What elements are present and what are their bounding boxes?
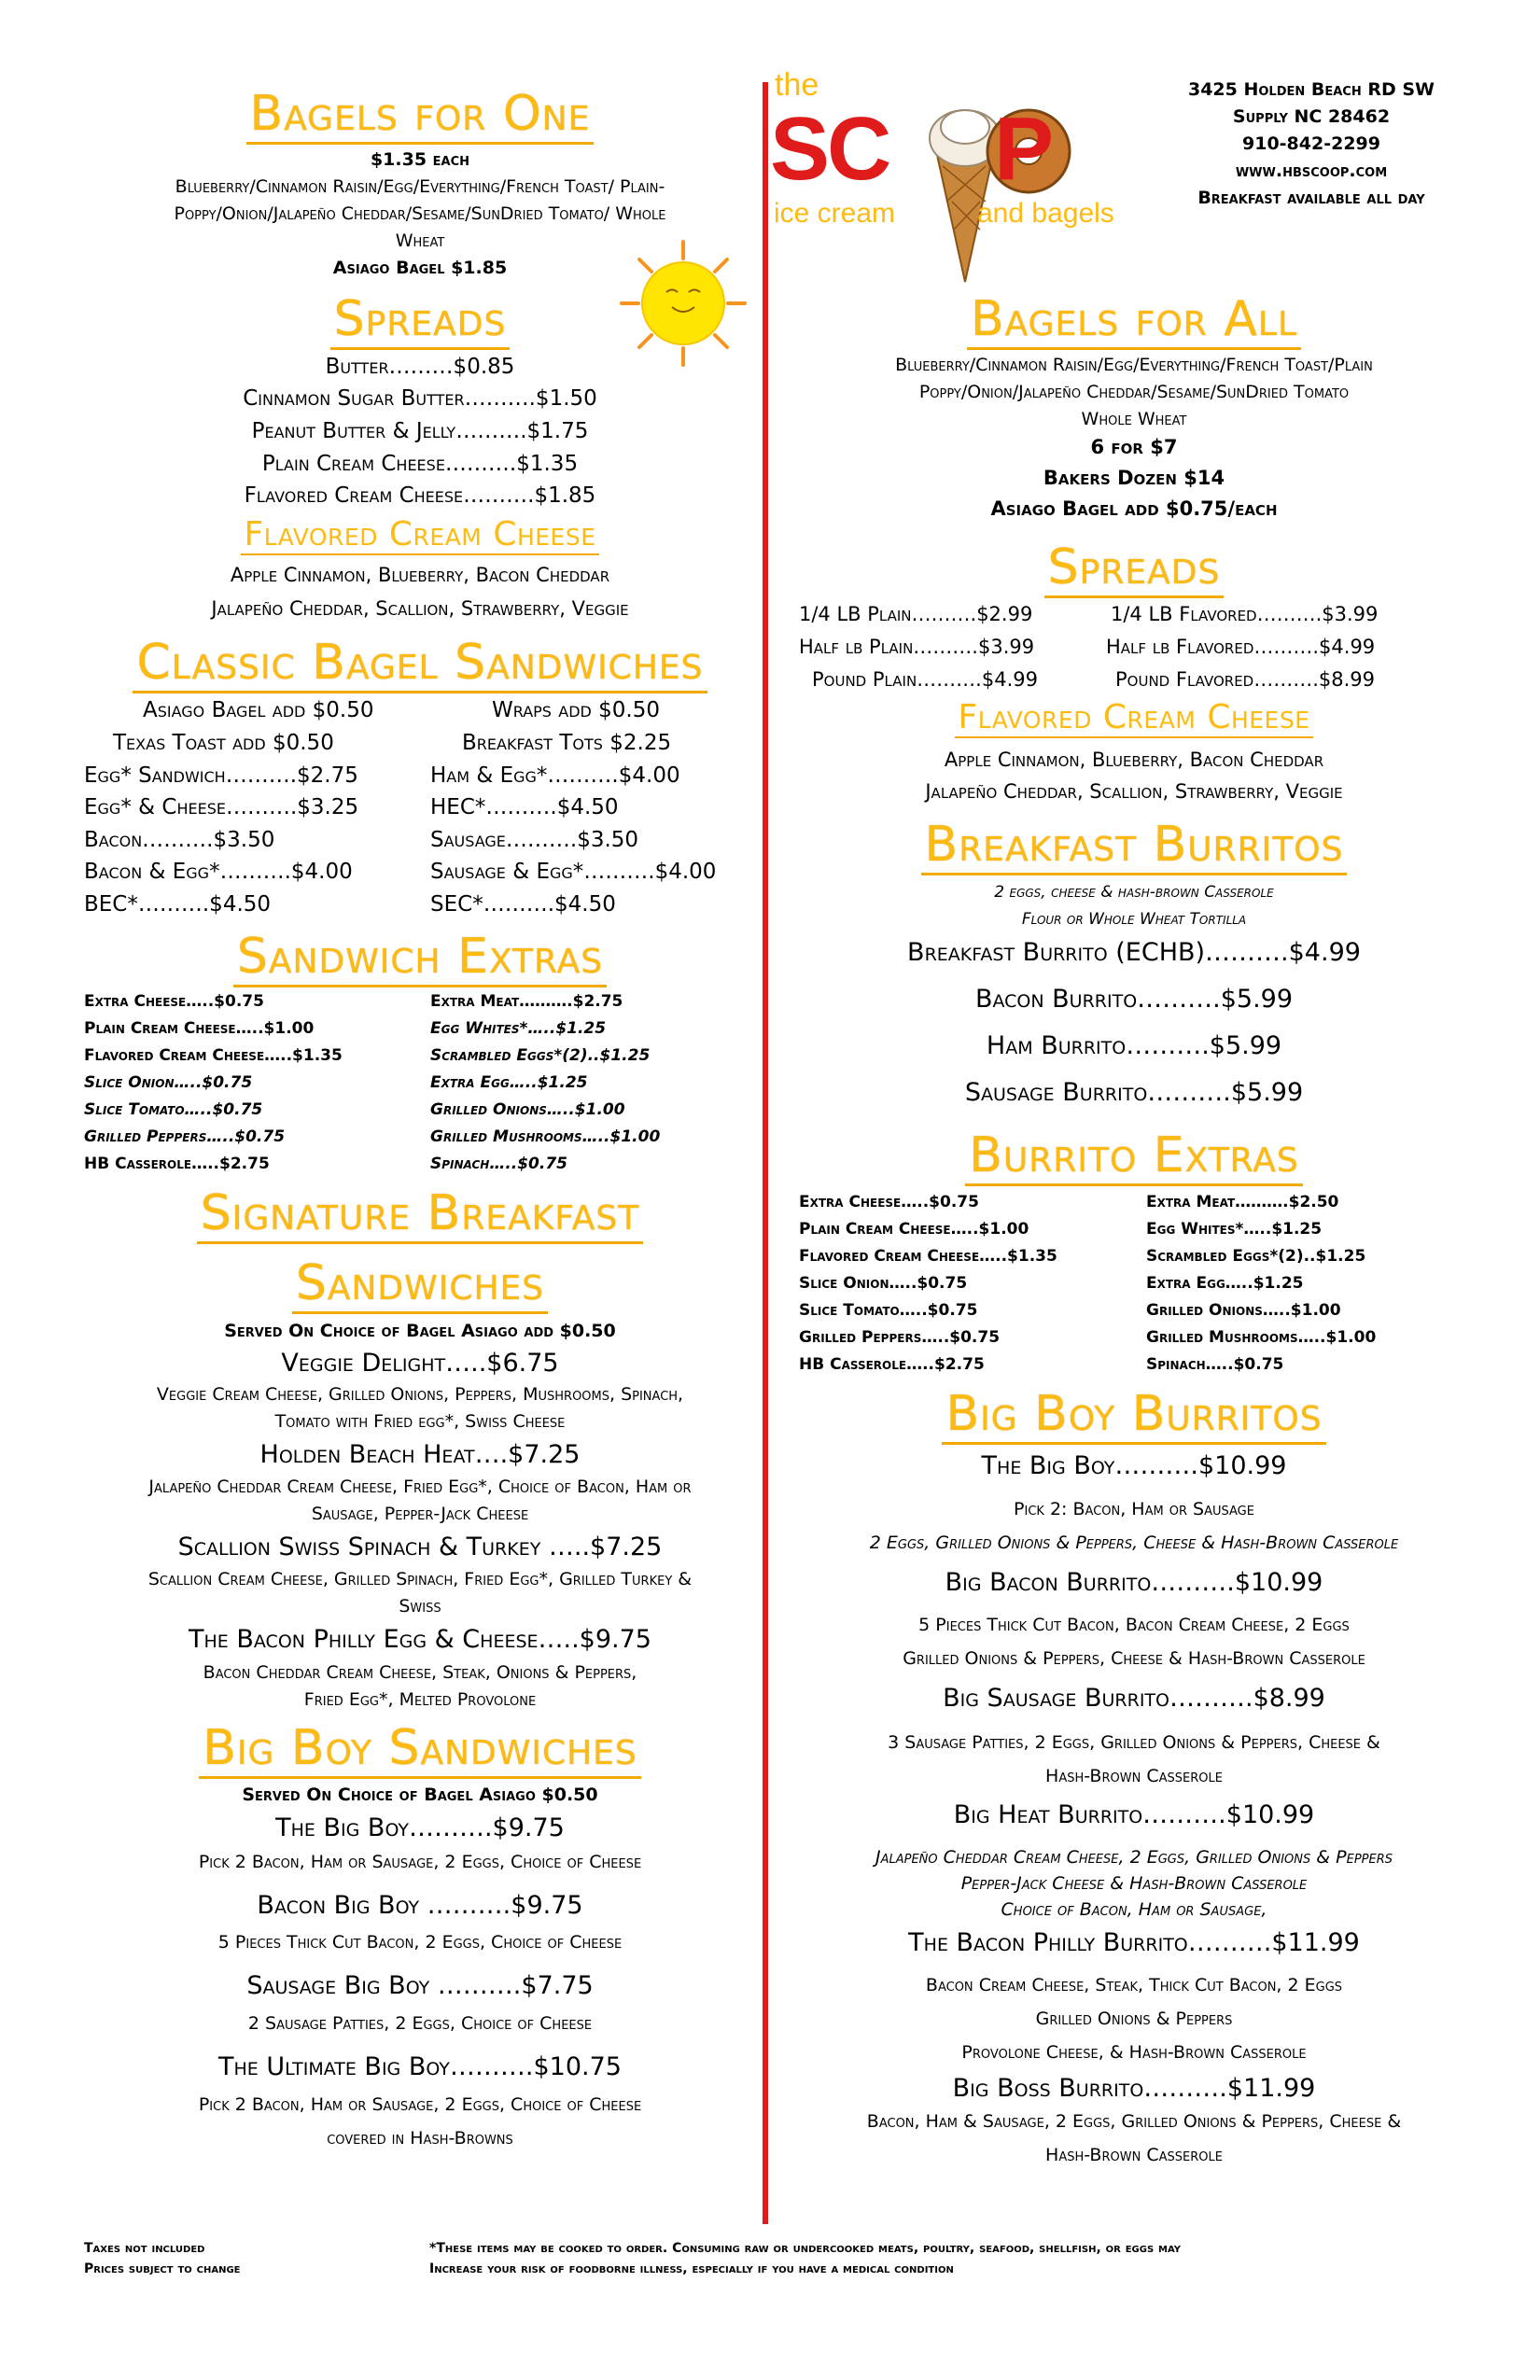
menu-item-title: Sausage Big Boy ……….$7.75 [246, 1971, 594, 2000]
spreads-heading: Spreads [79, 291, 761, 347]
flavors-line: Apple Cinnamon, Blueberry, Bacon Cheddar [944, 749, 1324, 771]
extra-item: Grilled Mushrooms…..$1.00 [430, 1127, 661, 1146]
store-info [1143, 77, 1479, 212]
sandwich-extras-heading: Sandwich Extras [79, 929, 761, 985]
footer-notes [84, 2238, 241, 2279]
menu-item-title: Bacon Burrito……….$5.99 [974, 985, 1294, 1014]
bagels-for-one-heading: Bagels for One [79, 86, 761, 142]
served-on-note: Served On Choice of Bagel Asiago $0.50 [242, 1785, 598, 1805]
signature-sandwiches-heading: Sandwiches [79, 1255, 761, 1311]
warning-line: *These items may be cooked to order. Consuming raw or undercooked meats, poultry, seafood, shellfish, or eggs may [429, 2241, 1182, 2256]
menu-item-title: Breakfast Burrito (ECHB)……….$4.99 [907, 938, 1361, 967]
spread-item: Cinnamon Sugar Butter……….$1.50 [243, 386, 597, 411]
menu-item-desc: Choice of Bacon, Ham or Sausage, [1001, 1899, 1267, 1920]
spread-item: Flavored Cream Cheese……….$1.85 [244, 483, 596, 508]
consumer-warning [429, 2238, 1181, 2279]
scoop-logo [770, 67, 1143, 282]
column-divider [763, 82, 768, 2224]
menu-item-desc: 3 Sausage Patties, 2 Eggs, Grilled Onions & Peppers, Cheese & [888, 1732, 1380, 1753]
menu-item-desc: Jalapeño Cheddar Cream Cheese, Fried Egg*, Choice of Bacon, Ham or [148, 1477, 692, 1497]
menu-item-desc: Pick 2 Bacon, Ham or Sausage, 2 Eggs, Choice of Cheese [198, 2094, 642, 2115]
extra-item: Egg Whites*…..$1.25 [1146, 1220, 1323, 1239]
spreads-heading: Spreads [793, 539, 1475, 595]
menu-item-desc: Grilled Onions & Peppers, Cheese & Hash-Brown Casserole [903, 1648, 1365, 1669]
menu-item-title: Big Sausage Burrito……….$8.99 [943, 1684, 1325, 1713]
prices-note: Prices subject to change [84, 2261, 241, 2276]
spread-item: Half lb Plain……….$3.99 [799, 636, 1035, 658]
burrito-extras-heading: Burrito Extras [793, 1127, 1475, 1183]
menu-item-desc: covered in Hash-Browns [327, 2128, 513, 2149]
menu-item-title: Sausage Burrito……….$5.99 [964, 1078, 1304, 1107]
sun-icon [618, 238, 749, 369]
menu-item-desc: Bacon Cream Cheese, Steak, Thick Cut Bacon, 2 Eggs [925, 1975, 1343, 1995]
classic-item: Sausage……….$3.50 [430, 828, 639, 852]
big-boy-sandwiches-heading: Big Boy Sandwiches [79, 1720, 761, 1776]
menu-item-title: The Big Boy……….$9.75 [275, 1813, 565, 1842]
extra-item: Extra Meat……….$2.75 [430, 992, 623, 1011]
flavored-cream-cheese-heading: Flavored Cream Cheese [79, 515, 761, 553]
flavors-line: Jalapeño Cheddar, Scallion, Strawberry, Veggie [925, 780, 1343, 803]
bagels-for-all-heading: Bagels for All [793, 291, 1475, 347]
hours-note: Breakfast available all day [1197, 188, 1425, 208]
menu-item-desc: Sausage, Pepper-Jack Cheese [311, 1504, 529, 1524]
extra-item: Grilled Peppers…..$0.75 [799, 1328, 1001, 1347]
classic-item: Bacon……….$3.50 [84, 828, 275, 852]
menu-item-desc: Jalapeño Cheddar Cream Cheese, 2 Eggs, Grilled Onions & Peppers [875, 1847, 1393, 1868]
extra-item: Grilled Mushrooms…..$1.00 [1146, 1328, 1377, 1347]
extra-item: Extra Meat……….$2.50 [1146, 1193, 1339, 1211]
classic-item: HEC*……….$4.50 [430, 795, 619, 819]
menu-item-title: Big Bacon Burrito……….$10.99 [945, 1568, 1323, 1597]
bagel-flavors-line: Poppy/Onion/Jalapeño Cheddar/Sesame/SunDried Tomato/ Whole [174, 203, 666, 224]
menu-item-desc: Hash-Brown Casserole [1045, 2145, 1223, 2165]
classic-item: BEC*……….$4.50 [84, 892, 272, 917]
burrito-desc: Flour or Whole Wheat Tortilla [1021, 910, 1247, 929]
menu-item-desc: Bacon, Ham & Sausage, 2 Eggs, Grilled Onions & Peppers, Cheese & [866, 2111, 1402, 2132]
menu-item-desc: Scallion Cream Cheese, Grilled Spinach, Fried Egg*, Grilled Turkey & [147, 1569, 693, 1589]
extra-item: HB Casserole…..$2.75 [84, 1155, 270, 1173]
extra-item: Scrambled Eggs*(2)..$1.25 [430, 1046, 651, 1065]
asiago-add-price: Asiago Bagel add $0.75/each [990, 497, 1278, 520]
spread-item: Peanut Butter & Jelly……….$1.75 [251, 419, 589, 443]
menu-item-title: Veggie Delight…..$6.75 [281, 1349, 559, 1378]
menu-item-desc: Provolone Cheese, & Hash-Brown Casserole [961, 2042, 1307, 2063]
served-on-note: Served On Choice of Bagel Asiago add $0.50 [224, 1321, 616, 1341]
extra-item: Egg Whites*…..$1.25 [430, 1019, 607, 1038]
menu-item-desc: 5 Pieces Thick Cut Bacon, 2 Eggs, Choice of Cheese [217, 1932, 623, 1953]
extra-item: Spinach…..$0.75 [1146, 1355, 1284, 1374]
phone-number: 910-842-2299 [1242, 133, 1380, 154]
menu-item-desc: Pick 2: Bacon, Ham or Sausage [1014, 1499, 1254, 1519]
menu-item-desc: Tomato with Fried egg*, Swiss Cheese [274, 1411, 566, 1432]
menu-item-title: Ham Burrito……….$5.99 [986, 1031, 1282, 1060]
extra-item: Slice Onion…..$0.75 [799, 1274, 968, 1293]
bagel-flavors-line: Wheat [395, 231, 445, 251]
menu-item-title: Bacon Big Boy ……….$9.75 [257, 1891, 583, 1920]
big-boy-burritos-heading: Big Boy Burritos [793, 1386, 1475, 1442]
extra-item: Extra Cheese…..$0.75 [799, 1193, 979, 1211]
bagel-flavors-line: Blueberry/Cinnamon Raisin/Egg/Everything/French Toast/ Plain- [175, 176, 665, 197]
extra-item: Extra Egg…..$1.25 [1146, 1274, 1304, 1293]
menu-item-desc: Pepper-Jack Cheese & Hash-Brown Casserole [960, 1873, 1308, 1894]
extra-item: Flavored Cream Cheese…..$1.35 [799, 1247, 1057, 1266]
menu-item-desc: Swiss [399, 1596, 441, 1617]
classic-item: Egg* Sandwich……….$2.75 [84, 763, 358, 788]
logo-the: the [775, 67, 819, 103]
menu-item-title: The Ultimate Big Boy……….$10.75 [218, 2052, 622, 2081]
taxes-note: Taxes not included [84, 2241, 205, 2256]
website-link[interactable]: www.hbscoop.com [1235, 161, 1388, 181]
menu-item-desc: Hash-Brown Casserole [1045, 1766, 1223, 1786]
logo-p: P [994, 99, 1055, 199]
flavors-line: Apple Cinnamon, Blueberry, Bacon Cheddar [230, 564, 610, 586]
six-for-price: 6 for $7 [1090, 436, 1178, 458]
extra-item: Scrambled Eggs*(2)..$1.25 [1146, 1247, 1366, 1266]
extra-item: Grilled Onions…..$1.00 [430, 1100, 625, 1119]
menu-item-title: The Big Boy……….$10.99 [981, 1451, 1287, 1480]
extra-item: Extra Cheese…..$0.75 [84, 992, 264, 1011]
extra-item: Extra Egg…..$1.25 [430, 1073, 588, 1092]
extra-item: Slice Tomato…..$0.75 [799, 1301, 978, 1320]
address-line: 3425 Holden Beach RD SW [1187, 79, 1435, 100]
classic-item: Egg* & Cheese……….$3.25 [84, 795, 359, 819]
menu-item-title: Big Boss Burrito……….$11.99 [952, 2074, 1316, 2103]
signature-sandwiches-heading: Signature Breakfast [79, 1185, 761, 1241]
menu-item-title: The Bacon Philly Egg & Cheese…..$9.75 [189, 1625, 651, 1654]
bagel-flavors-line: Whole Wheat [1081, 409, 1187, 429]
extra-item: HB Casserole…..$2.75 [799, 1355, 985, 1374]
extra-item: Flavored Cream Cheese…..$1.35 [84, 1046, 343, 1065]
burrito-desc: 2 eggs, cheese & hash-brown Casserole [994, 883, 1274, 902]
menu-item-desc: Pick 2 Bacon, Ham or Sausage, 2 Eggs, Choice of Cheese [198, 1852, 642, 1872]
classic-item: SEC*……….$4.50 [430, 892, 616, 917]
extra-item: Grilled Peppers…..$0.75 [84, 1127, 286, 1146]
bagel-flavors-line: Poppy/Onion/Jalapeño Cheddar/Sesame/SunDried Tomato [918, 382, 1350, 402]
menu-item-desc: 5 Pieces Thick Cut Bacon, Bacon Cream Cheese, 2 Eggs [918, 1615, 1350, 1635]
menu-item-desc: Bacon Cheddar Cream Cheese, Steak, Onions & Peppers, [203, 1662, 637, 1683]
spread-item: Pound Plain……….$4.99 [812, 668, 1038, 691]
classic-item: Wraps add $0.50 [492, 698, 661, 722]
asiago-bagel-price: Asiago Bagel $1.85 [332, 258, 508, 278]
menu-item-desc: 2 Eggs, Grilled Onions & Peppers, Cheese & Hash-Brown Casserole [869, 1533, 1399, 1553]
menu-item-desc: Grilled Onions & Peppers [1035, 2009, 1233, 2029]
menu-item-desc: 2 Sausage Patties, 2 Eggs, Choice of Cheese [247, 2013, 593, 2034]
extra-item: Plain Cream Cheese…..$1.00 [799, 1220, 1029, 1239]
logo-and-bagels: and bagels [977, 198, 1114, 229]
classic-item: Ham & Egg*……….$4.00 [430, 763, 680, 788]
menu-item-title: Scallion Swiss Spinach & Turkey …..$7.25 [177, 1533, 663, 1561]
flavored-cream-cheese-heading: Flavored Cream Cheese [793, 698, 1475, 736]
spread-item: 1/4 LB Plain……….$2.99 [799, 603, 1033, 625]
address-line: Supply NC 28462 [1232, 106, 1391, 127]
menu-item-desc: Veggie Cream Cheese, Grilled Onions, Peppers, Mushrooms, Spinach, [156, 1384, 684, 1405]
classic-bagel-sandwiches-heading: Classic Bagel Sandwiches [79, 635, 761, 691]
bakers-dozen-price: Bakers Dozen $14 [1043, 467, 1225, 489]
classic-item: Breakfast Tots $2.25 [462, 731, 672, 755]
warning-line: Increase your risk of foodborne illness, especially if you have a medical condition [429, 2261, 954, 2276]
flavors-line: Jalapeño Cheddar, Scallion, Strawberry, Veggie [211, 597, 629, 620]
classic-item: Bacon & Egg*……….$4.00 [84, 860, 353, 884]
extra-item: Slice Onion…..$0.75 [84, 1073, 253, 1092]
menu-item-desc: Fried Egg*, Melted Provolone [303, 1689, 537, 1710]
menu-item-title: The Bacon Philly Burrito……….$11.99 [908, 1928, 1360, 1957]
extra-item: Grilled Onions…..$1.00 [1146, 1301, 1341, 1320]
classic-item: Asiago Bagel add $0.50 [143, 698, 374, 722]
extra-item: Spinach…..$0.75 [430, 1155, 568, 1173]
extra-item: Plain Cream Cheese…..$1.00 [84, 1019, 315, 1038]
breakfast-burritos-heading: Breakfast Burritos [793, 817, 1475, 873]
bagels-for-one-price: $1.35 each [370, 149, 470, 170]
logo-ice-cream: ice cream [774, 198, 896, 229]
bagel-flavors-line: Blueberry/Cinnamon Raisin/Egg/Everything/French Toast/Plain [895, 355, 1373, 375]
classic-item: Texas Toast add $0.50 [113, 731, 334, 755]
spread-item: 1/4 LB Flavored……….$3.99 [1111, 603, 1379, 625]
logo-sc: SC [770, 99, 889, 199]
menu-item-title: Big Heat Burrito……….$10.99 [953, 1800, 1315, 1829]
menu-item-title: Holden Beach Heat….$7.25 [259, 1440, 581, 1469]
spread-item: Butter………$0.85 [325, 355, 515, 379]
spread-item: Plain Cream Cheese……….$1.35 [261, 452, 579, 476]
extra-item: Slice Tomato…..$0.75 [84, 1100, 263, 1119]
spread-item: Half lb Flavored……….$4.99 [1106, 636, 1376, 658]
spread-item: Pound Flavored……….$8.99 [1115, 668, 1376, 691]
classic-item: Sausage & Egg*……….$4.00 [430, 860, 717, 884]
